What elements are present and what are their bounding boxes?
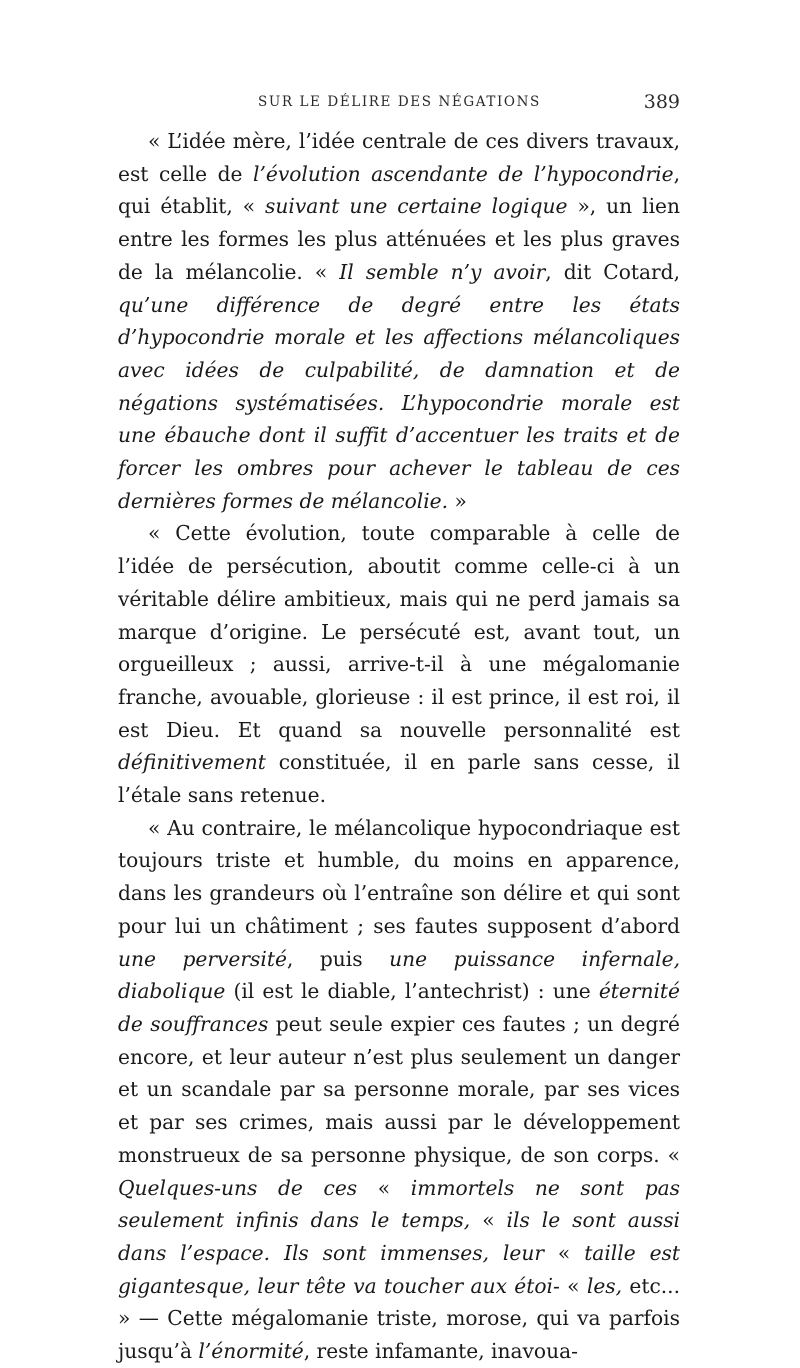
- page-number: 389: [643, 91, 680, 113]
- italic-text: l’évolution ascendante de l’hypocondrie: [253, 161, 674, 186]
- italic-text: ils le sont aussi dans l’espace. Ils sont immenses, leur: [118, 1208, 681, 1265]
- paragraph: [118, 517, 680, 811]
- text-run: , reste infamante, inavoua-: [303, 1339, 578, 1364]
- text-run: »: [448, 488, 467, 513]
- italic-text: une perversité: [118, 946, 287, 971]
- text-run: « Cette évolution, toute comparable à celle de l’idée de persécution, aboutit comme celle-ci à un véritable délire ambitieux, mais qui ne perd jamais sa marque d’origine. Le persécuté est, avant tout, un orgueilleux ; aussi, arrive-t-il à une mégalomanie franche, avouable, glorieuse : il est prince, il est roi, il est Dieu. Et quand sa nouvelle personnalité est: [118, 521, 680, 742]
- italic-text: l’énormité: [198, 1339, 304, 1364]
- text-run: , qui établit, «: [118, 161, 680, 219]
- italic-text: Il semble n’y avoir: [339, 259, 546, 284]
- text-run: », un lien entre les formes les plus atténuées et les plus graves de la mélancolie. «: [118, 194, 680, 284]
- italic-text: une puissance infernale, diabolique: [118, 946, 681, 1004]
- paragraph: [118, 125, 680, 517]
- text-run: (il est le diable, l’antechrist) : une: [225, 979, 599, 1004]
- italic-text: immortels ne sont pas seulement infinis dans le temps,: [118, 1175, 681, 1233]
- page-header: [120, 92, 680, 116]
- text-run: «: [543, 1240, 585, 1265]
- text-run: «: [357, 1175, 411, 1200]
- body-text: [118, 125, 680, 1368]
- italic-text: éternité de souffrances: [118, 979, 680, 1036]
- text-run: peut seule expier ces fautes ; un degré encore, et leur auteur n’est plus seulement un danger et un scandale par sa personne morale, par ses vices et par ses crimes, mais aussi par le développement monstrueux de sa personne physique, de son corps. «: [118, 1011, 681, 1167]
- text-run: etc... » — Cette mégalomanie triste, morose, qui va parfois jusqu’à: [118, 1273, 681, 1364]
- text-run: «: [470, 1208, 507, 1233]
- italic-text: taille est gigantesque, leur tête va toucher aux étoi-: [118, 1240, 680, 1298]
- paragraph: [118, 812, 680, 1368]
- italic-text: définitivement: [118, 750, 266, 775]
- text-run: « Au contraire, le mélancolique hypocondriaque est toujours triste et humble, du moins en apparence, dans les grandeurs où l’entraîne son délire et qui sont pour lui un châtiment ; ses fautes supposent d’abord: [118, 815, 680, 938]
- italic-text: suivant une certaine logique: [265, 194, 568, 219]
- text-run: «: [559, 1273, 587, 1298]
- text-run: , puis: [286, 946, 390, 971]
- italic-text: qu’une différence de degré entre les états d’hypocondrie morale et les affections mélancoliques avec idées de culpabilité, de damnation et de négations systématisées. L’hypocondrie morale est une ébauche dont il suffit d’accentuer les traits et de forcer les ombres pour achever le tableau de ces dernières formes de mélancolie.: [118, 292, 680, 513]
- text-run: « L’idée mère, l’idée centrale de ces divers travaux, est celle de: [118, 129, 680, 186]
- italic-text: Quelques-uns de ces: [118, 1175, 358, 1200]
- italic-text: les,: [586, 1273, 623, 1298]
- text-run: , dit Cotard,: [545, 259, 681, 284]
- running-title: SUR LE DÉLIRE DES NÉGATIONS: [258, 94, 541, 110]
- text-run: constituée, il en parle sans cesse, il l’étale sans retenue.: [118, 750, 680, 808]
